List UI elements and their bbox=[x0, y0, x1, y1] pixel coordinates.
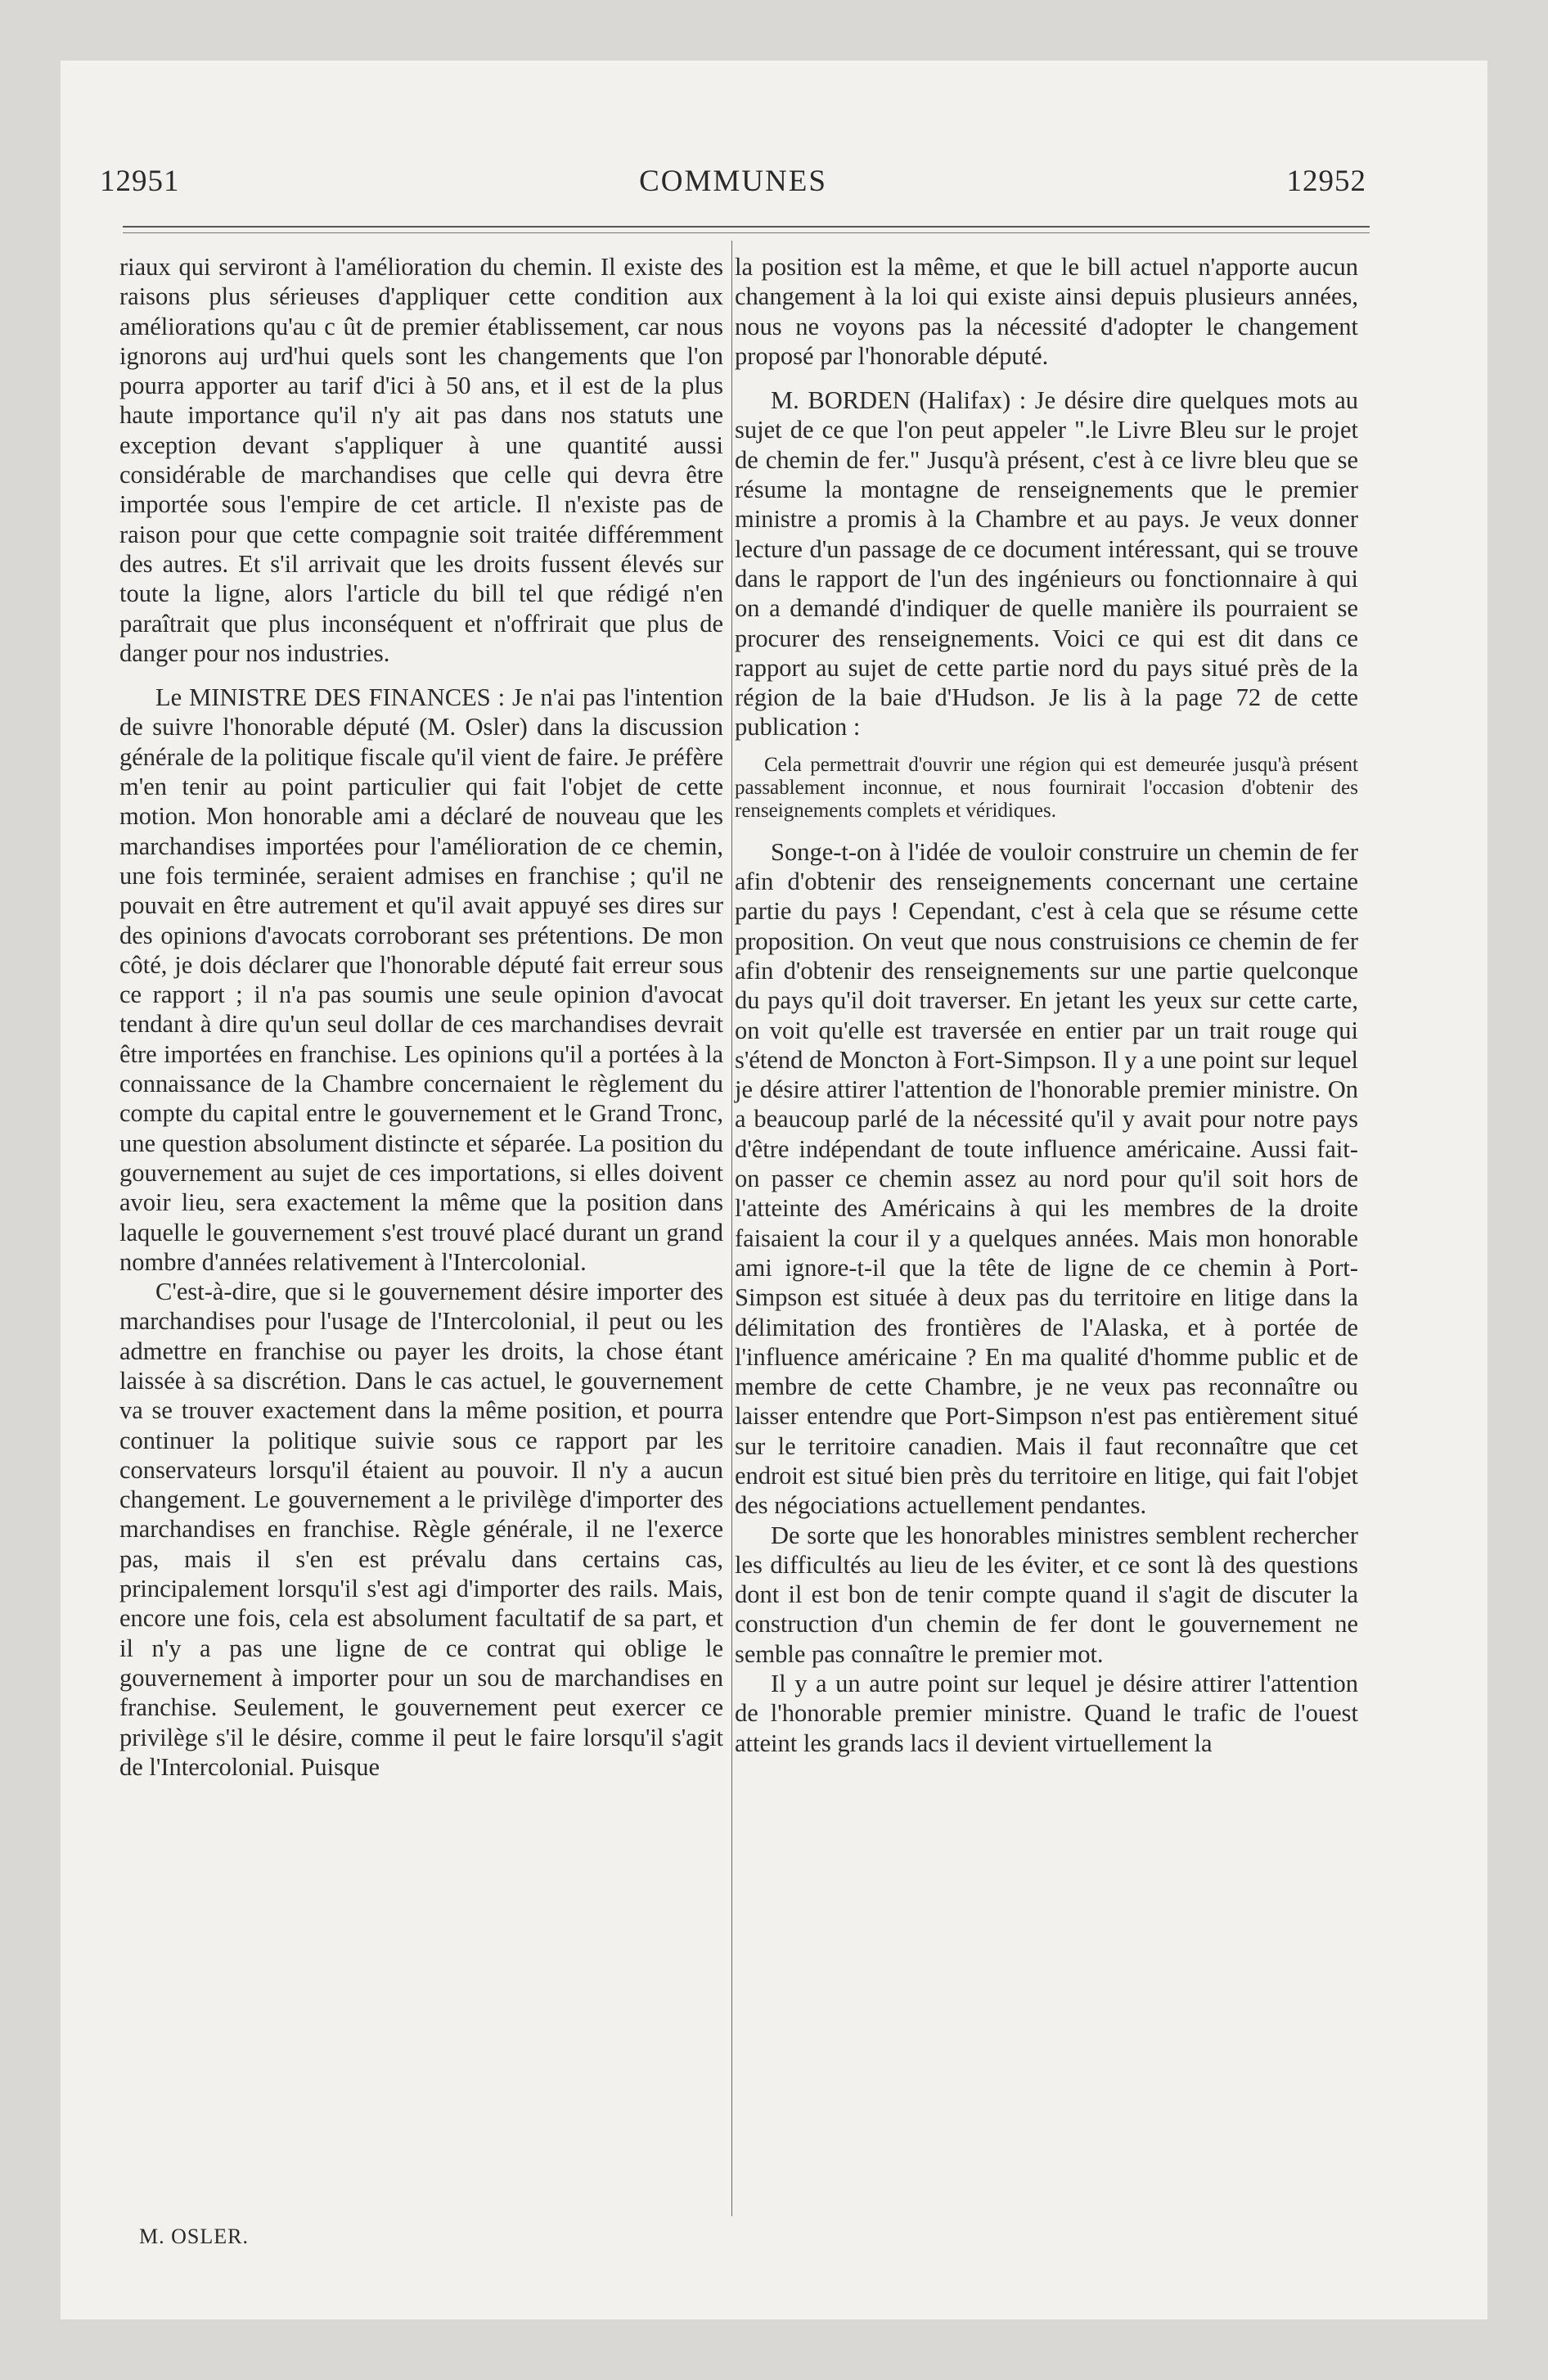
column-divider bbox=[731, 241, 732, 2216]
left-column bbox=[119, 252, 723, 1782]
paragraph: Il y a un autre point sur lequel je désire attirer l'attention de l'honorable premier ministre. Quand le trafic de l'ouest atteint les grands lacs il devient virtuellement la bbox=[735, 1670, 1358, 1757]
paragraph: C'est-à-dire, que si le gouvernement désire importer des marchandises pour l'usage de l'Intercolonial, il peut ou les admettre en franchise ou payer les droits, la chose étant laissée à sa discrétion. Dans le cas actuel, le gouvernement va se trouver exactement dans la même position, et pourra continuer la politique suivie sous ce rapport par les conservateurs lorsqu'il étaient au pouvoir. Il n'y a aucun changement. Le gouvernement a le privilège d'importer des marchandises en franchise. Règle générale, il ne l'exerce pas, mais il s'en est prévalu dans certains cas, principalement lorsqu'il s'est agi d'importer des rails. Mais, encore une fois, cela est absolument facultatif de sa part, et il n'y a pas une ligne de ce contrat qui oblige le gouvernement à importer pour un sou de marchandises en franchise. Seulement, le gouvernement peut exercer ce privilège s'il le désire, comme il peut le faire lorsqu'il s'agit de l'Intercolonial. Puisque bbox=[119, 1278, 723, 1781]
paragraph: Songe-t-on à l'idée de vouloir construire un chemin de fer afin d'obtenir des renseignements concernant une certaine partie du pays ! Cependant, c'est à cela que se résume cette proposition. On veut que nous construisions ce chemin de fer afin d'obtenir des renseignements sur une partie quelconque du pays qu'il doit traverser. En jetant les yeux sur cette carte, on voit qu'elle est traversée en entier par un trait rouge qui s'étend de Moncton à Fort-Simpson. Il y a une point sur lequel je désire attirer l'attention de l'honorable premier ministre. On a beaucoup parlé de la nécessité qu'il y avait pour notre pays d'être indépendant de toute influence américaine. Aussi fait-on passer ce chemin assez au nord pour qu'il soit hors de l'atteinte des Américains à qui les membres de la droite faisaient la cour il y a quelques années. Mais mon honorable ami ignore-t-il que la tête de ligne de ce chemin à Port-Simpson est située à deux pas du territoire en litige dans la délimitation des frontières de l'Alaska, et à portée de l'influence américaine ? En ma qualité d'homme public et de membre de cette Chambre, je ne veux pas reconnaître ou laisser entendre que Port-Simpson n'est pas entièrement situé sur le territoire canadien. Mais il faut reconnaître que cet endroit est situé bien près du territoire en litige, qui fait l'objet des négociations actuellement pendantes. bbox=[735, 837, 1358, 1520]
header-rule-thin bbox=[123, 232, 1370, 233]
paragraph: Le MINISTRE DES FINANCES : Je n'ai pas l'intention de suivre l'honorable député (M. Osler) dans la discussion générale de la politique fiscale qu'il vient de faire. Je préfère m'en tenir au point particulier qui fait l'objet de cette motion. Mon honorable ami a déclaré de nouveau que les marchandises importées pour l'amélioration de ce chemin, une fois terminée, seraient admises en franchise ; qu'il ne pouvait en être autrement et qu'il avait appuyé ses dires sur des opinions d'avocats corroborant ses prétentions. De mon côté, je dois déclarer que l'honorable député fait erreur sous ce rapport ; il n'a pas soumis une seule opinion d'avocat tendant à dire qu'un seul dollar de ces marchandises devrait être importées en franchise. Les opinions qu'il a portées à la connaissance de la Chambre concernaient le règlement du compte du capital entre le gouvernement et le Grand Tronc, une question absolument distincte et séparée. La position du gouvernement au sujet de ces importations, si elles doivent avoir lieu, sera exactement la même que la position dans laquelle le gouvernement s'est trouvé placé durant un grand nombre d'années relativement à l'Intercolonial. bbox=[119, 683, 723, 1276]
page-title: COMMUNES bbox=[639, 165, 827, 198]
header-rule bbox=[123, 226, 1370, 228]
running-header bbox=[100, 164, 1366, 213]
block-quote: Cela permettrait d'ouvrir une région qui est demeurée jusqu'à présent passablement inconnue, et nous fournirait l'occasion d'obtenir des renseignements complets et véridiques. bbox=[735, 753, 1358, 822]
paragraph: De sorte que les honorables ministres semblent rechercher les difficultés au lieu de les éviter, et ce sont là des questions dont il est bon de tenir compte quand il s'agit de discuter la construction d'un chemin de fer dont le gouvernement ne semble pas connaître le premier mot. bbox=[735, 1521, 1358, 1668]
speaker-footer: M. OSLER. bbox=[139, 2224, 249, 2248]
page-number-left: 12951 bbox=[100, 165, 180, 198]
paragraph: M. BORDEN (Halifax) : Je désire dire quelques mots au sujet de ce que l'on peut appeler ".le Livre Bleu sur le projet de chemin de fer." Jusqu'à présent, c'est à ce livre bleu que se résume la montagne de renseignements que le premier ministre a promis à la Chambre et au pays. Je veux donner lecture d'un passage de ce document intéressant, qui se trouve dans le rapport de l'un des ingénieurs ou fonctionnaire à qui on a demandé d'indiquer de quelle manière ils pourraient se procurer des renseignements. Voici ce qui est dit dans ce rapport au sujet de cette partie nord du pays situé près de la région de la baie d'Hudson. Je lis à la page 72 de cette publication : bbox=[735, 386, 1358, 741]
paragraph: riaux qui serviront à l'amélioration du chemin. Il existe des raisons plus sérieuses d'appliquer cette condition aux améliorations qu'au c ût de premier établissement, car nous ignorons auj urd'hui quels sont les changements que l'on pourra apporter au tarif d'ici à 50 ans, et il est de la plus haute importance qu'il n'y ait pas dans nos statuts une exception devant s'appliquer à une quantité aussi considérable de marchandises que celle qui devra être importée sous l'empire de cet article. Il n'existe pas de raison pour que cette compagnie soit traitée différemment des autres. Et s'il arrivait que les droits fussent élevés sur toute la ligne, alors l'article du bill tel que rédigé n'en paraîtrait que plus inconséquent et n'offrirait que plus de danger pour nos industries. bbox=[119, 253, 723, 667]
page-number-right: 12952 bbox=[1286, 165, 1366, 198]
paragraph: la position est la même, et que le bill actuel n'apporte aucun changement à la loi qui existe ainsi depuis plusieurs années, nous ne voyons pas la nécessité d'adopter le changement proposé par l'honorable député. bbox=[735, 253, 1358, 370]
right-column bbox=[735, 252, 1358, 1758]
